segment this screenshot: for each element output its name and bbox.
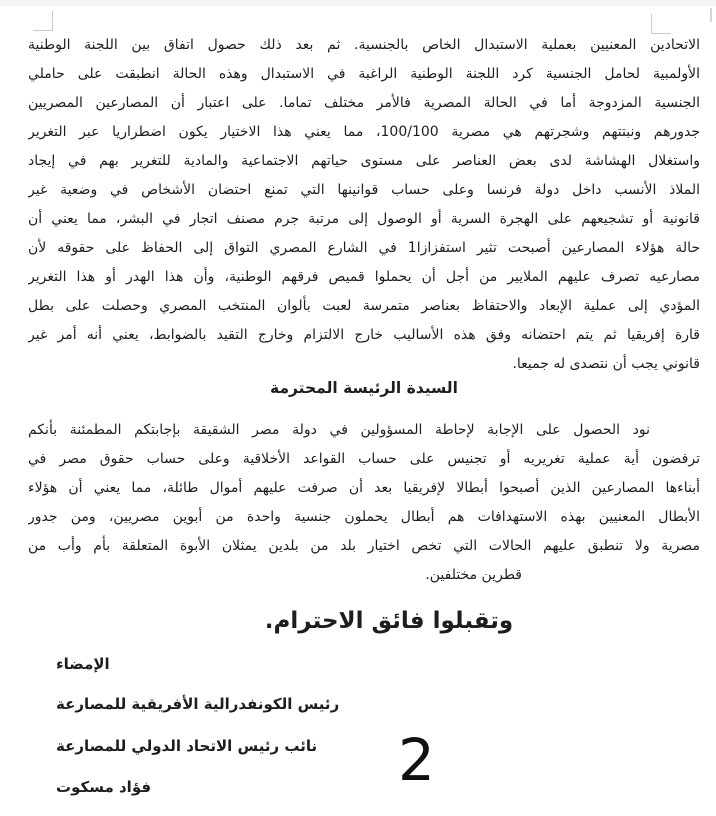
text-line: أبناءها المصارعين الذين أصبحوا أبطالا لإفريقيا بعد أن صرفت عليهم أموال طائلة، مما يعني أن هؤلاء [28,480,700,496]
text-line: قارة إفريقيا ثم يتم احتضانه وفق هذه الأساليب خارج الالتزام وخارج التقيد بالضوابط، يعني أنه أمر غير [28,327,700,343]
crop-mark-top-left [33,11,53,31]
salutation-heading: السيدة الرئيسة المحترمة [270,379,458,397]
text-line: الجنسية المزدوجة أما في الحالة المصرية فالأمر مختلف تماما. على اعتبار أن المصارعين المصريين [28,95,700,111]
text-line: حالة هؤلاء المصارعين أصبحت تثير استفزازا1 في الشارع المصري التواق إلى الحفاظ على حقوقه لأن [28,240,700,256]
crop-mark-right-edge [710,8,712,22]
text-line: الملاذ الأنسب داخل دولة فرنسا وعلى حساب قوانينها التي تمنع احتضان الأشخاص في وضعية غير [28,182,700,198]
scan-edge-strip [0,0,716,6]
signature-title-international-federation: نائب رئيس الاتحاد الدولي للمصارعة [56,737,318,755]
paragraph-1 [28,31,700,379]
text-line: واستغلال الهشاشة لدى بعض العناصر على مستوى حياتهم الاجتماعية والمادية للتغرير بهم في إيجاد [28,153,700,169]
text-line: الاتحادين المعنيين بعملية الاستبدال الخاص بالجنسية. ثم بعد ذلك حصول اتفاق بين اللجنة الوطنية [28,37,700,53]
page-number: 2 [398,726,435,794]
text-line: الأولمبية لحامل الجنسية كرد اللجنة الوطنية الراغبة في الاستبدال وهذه الحالة انطبقت على حاملي [28,66,700,82]
text-line: جدورهم ونبتتهم وشجرتهم هي مصرية 100/100، مما يعني هذا الاختيار يكون اضطراريا عبر التغرير [28,124,700,140]
text-line: مصارعيه تصرف عليهم الملايير من أجل أن يحملوا قميص فرقهم الوطنية، وأن هذا الهدر أو هذا التغرير [28,269,700,285]
signature-label: الإمضاء [56,655,110,673]
text-line: المؤدي إلى عملية الإبعاد والاحتفاظ بعناصر متمرسة لعبت بألوان المنتخب المصري وحصلت على بطل [28,298,700,314]
paragraph-2 [28,416,700,590]
signature-title-african-confederation: رئيس الكونفدرالية الأفريقية للمصارعة [56,695,340,713]
text-line: ترفضون أية عملية تغريريه أو تجنيس على حساب القواعد الأخلاقية وعلى حساب حقوق مصر في [28,451,700,467]
signature-name: فؤاد مسكوت [56,778,152,796]
text-line: قطرين مختلفين. [425,567,522,583]
closing-salutation: وتقبلوا فائق الاحترام. [264,608,514,634]
text-line: مصرية ولا تنطبق عليهم الحالات التي تخص اختيار بلد من بلدين يمثلان الأبوة المتعلقة بأم وأب من [28,538,700,554]
text-line: الأبطال المعنيين بهذه الاستهدافات هم أبطال يحملون جنسية واحدة من أبوين مصريين، ومن جدور [28,509,700,525]
text-line: نود الحصول على الإجابة لإحاطة المسؤولين في دولة مصر الشقيقة بإجابتكم المطمئنة بأنكم [28,422,650,438]
text-line: قانوني يجب أن نتصدى له جميعا. [512,356,700,372]
text-line: قانونية أو تشجيعهم على الهجرة السرية أو الوصول إلى مرتبة جرم مصنف اتجار في البشر، مما يعني أن [28,211,700,227]
